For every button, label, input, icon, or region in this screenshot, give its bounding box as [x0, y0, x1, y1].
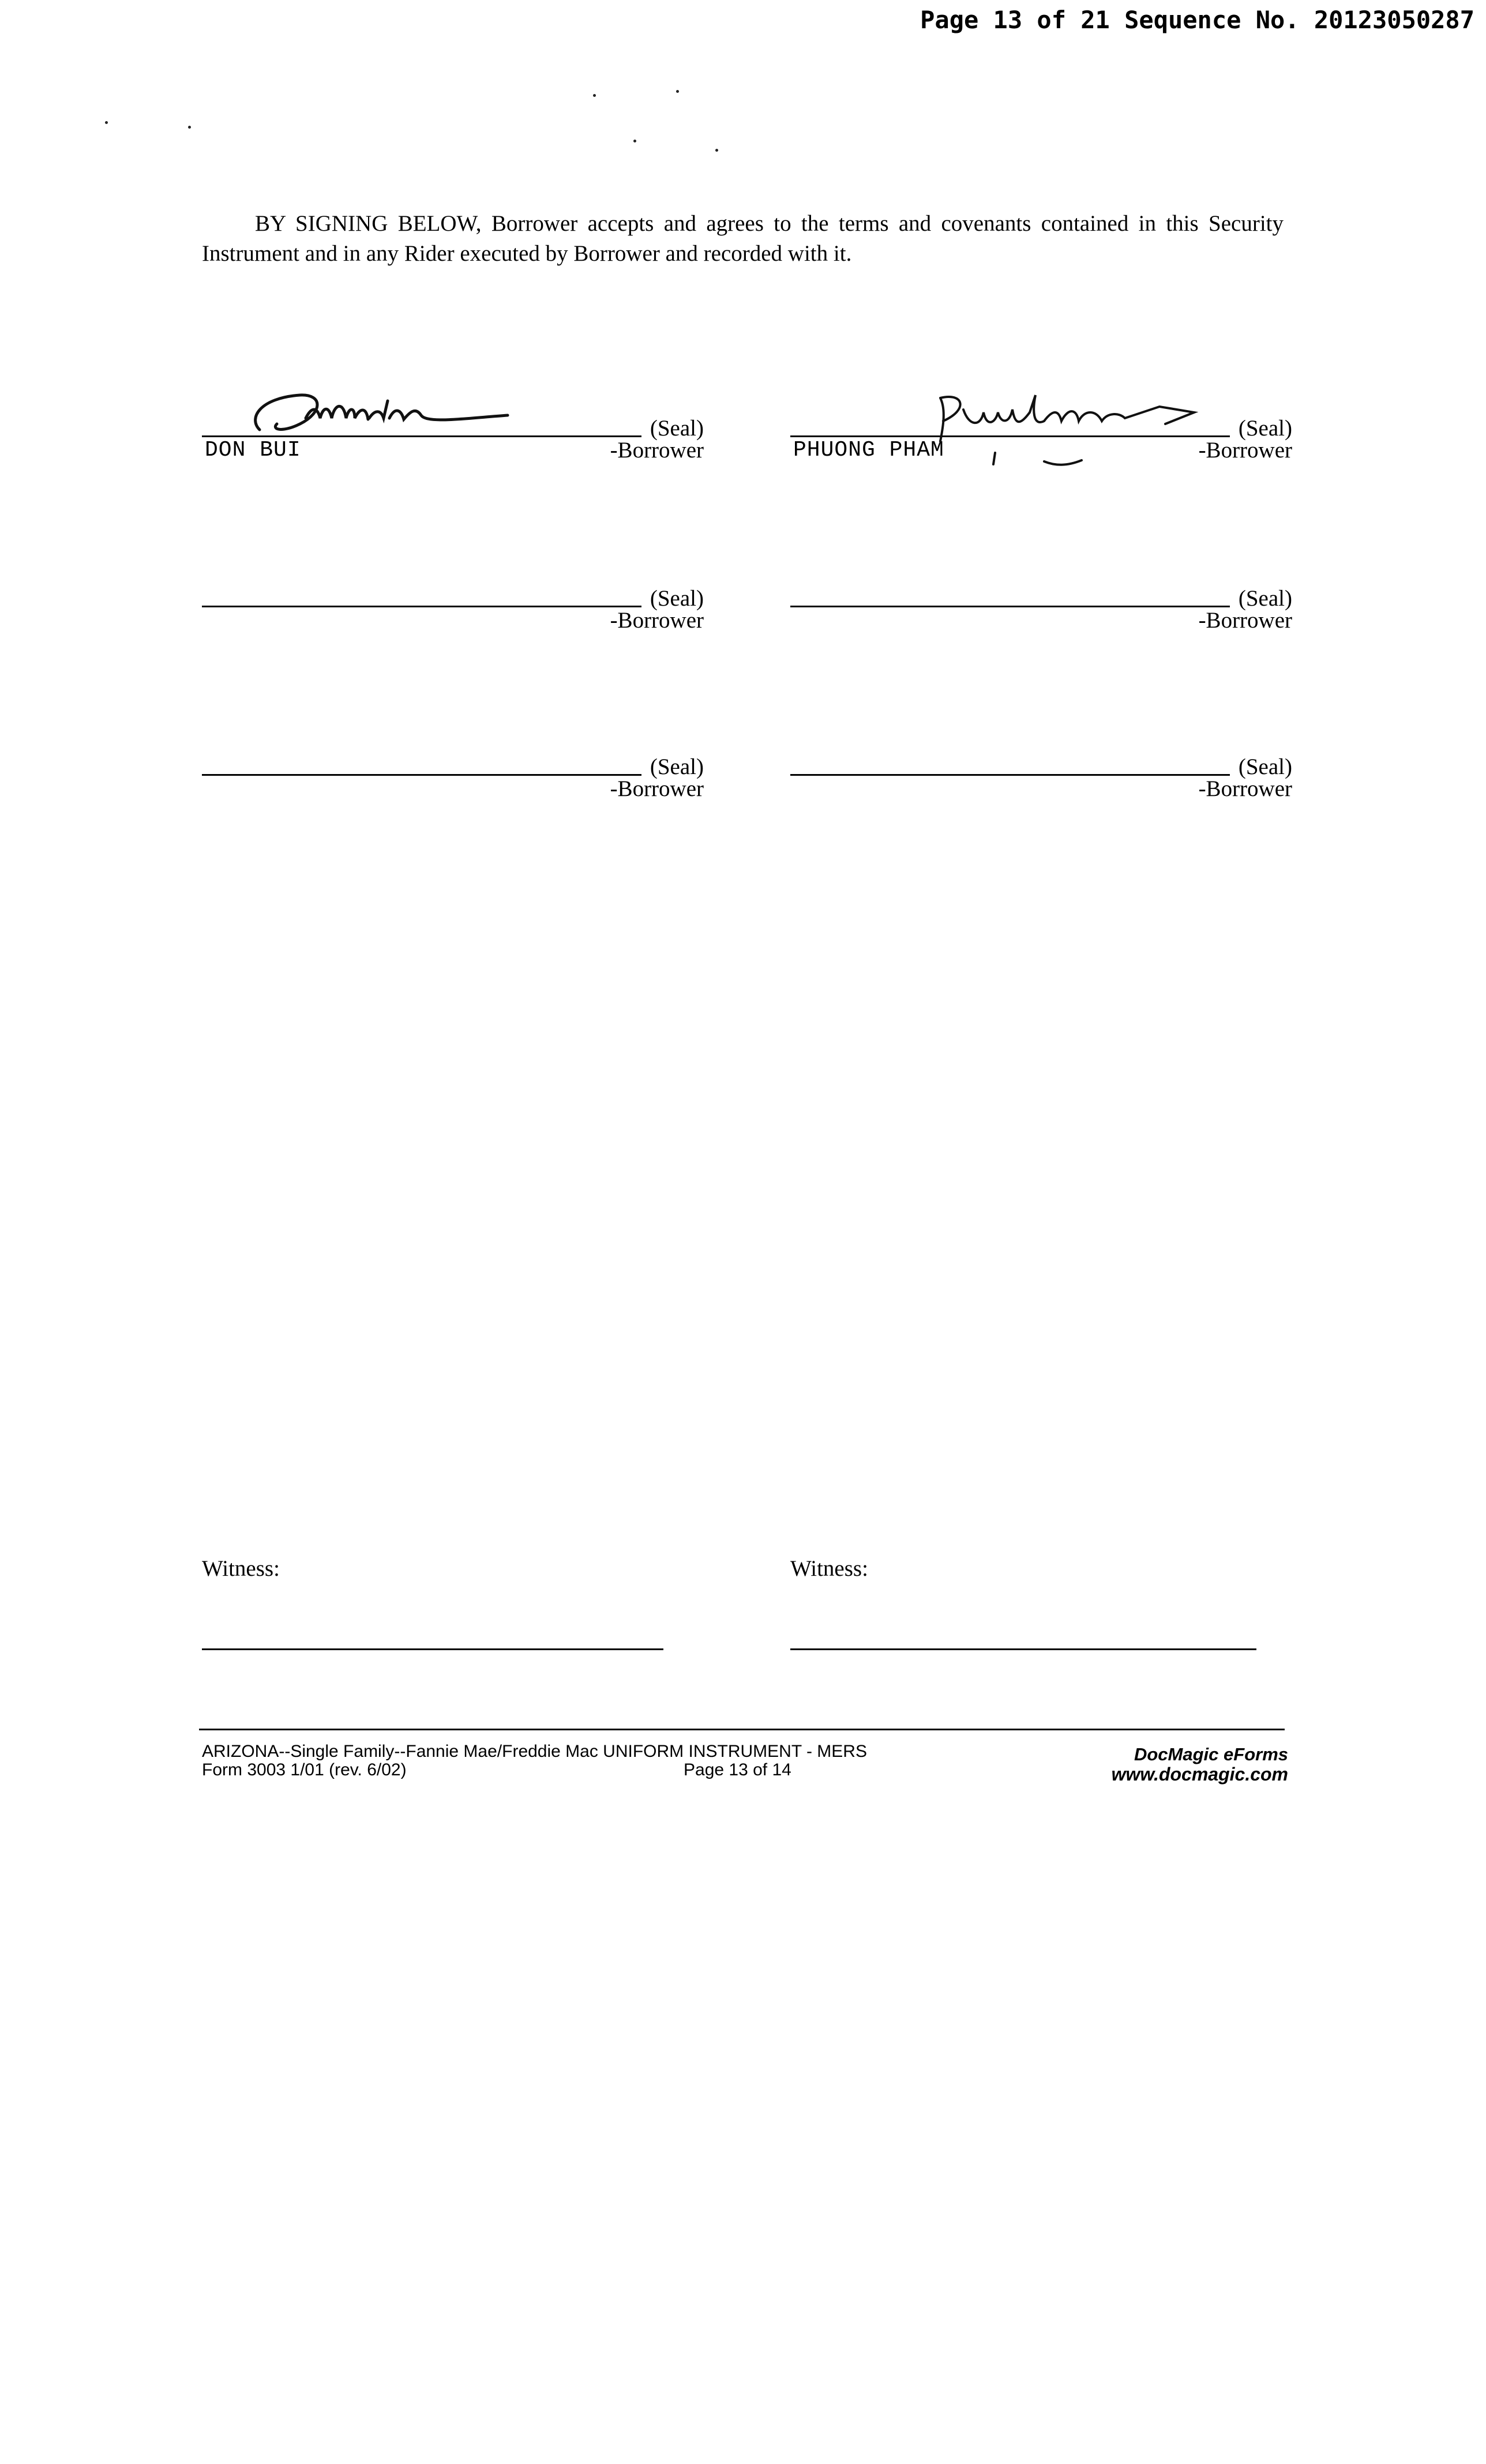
- witness-signature-line-right: [790, 1648, 1256, 1650]
- signature-block-borrower-5: [202, 745, 704, 801]
- scan-speck: [676, 90, 679, 93]
- borrower-label: -Borrower: [1198, 438, 1292, 463]
- footer-rule: [199, 1729, 1285, 1730]
- signer-name: DON BUI: [205, 438, 301, 463]
- witness-label-left: Witness:: [202, 1556, 280, 1581]
- signature-block-don-bui: [202, 407, 704, 463]
- footer-form-number: Form 3003 1/01 (rev. 6/02): [202, 1760, 407, 1779]
- seal-label: (Seal): [1238, 586, 1292, 611]
- seal-label: (Seal): [1238, 754, 1292, 779]
- footer-brand-logo: DocMagic eForms: [1134, 1744, 1288, 1764]
- witness-label-right: Witness:: [790, 1556, 868, 1581]
- footer-form-title: ARIZONA--Single Family--Fannie Mae/Freddie Mac UNIFORM INSTRUMENT - MERS: [202, 1742, 867, 1761]
- signature-line: [202, 606, 641, 607]
- signer-name: PHUONG PHAM: [793, 438, 944, 463]
- borrower-label: -Borrower: [1198, 776, 1292, 801]
- borrower-label: -Borrower: [610, 438, 704, 463]
- handwritten-signature-icon: [929, 386, 1206, 473]
- signature-block-borrower-3: [202, 577, 704, 633]
- scan-speck: [633, 140, 636, 142]
- signing-statement: BY SIGNING BELOW, Borrower accepts and agrees to the terms and covenants contained in this Security Instrument and in any Rider executed by Borrower and recorded with it.: [202, 211, 1284, 266]
- witness-signature-line-left: [202, 1648, 663, 1650]
- seal-label: (Seal): [650, 586, 704, 611]
- seal-label: (Seal): [650, 754, 704, 779]
- borrower-label: -Borrower: [610, 776, 704, 801]
- signature-block-borrower-6: [790, 745, 1292, 801]
- borrower-label: -Borrower: [610, 608, 704, 633]
- scan-speck: [105, 121, 108, 124]
- footer-page-number: Page 13 of 14: [684, 1760, 791, 1779]
- scan-speck: [188, 126, 191, 129]
- footer-website: www.docmagic.com: [1111, 1764, 1288, 1785]
- seal-label: (Seal): [650, 416, 704, 441]
- seal-label: (Seal): [1238, 416, 1292, 441]
- handwritten-signature-icon: [237, 384, 513, 441]
- scan-speck: [593, 94, 596, 97]
- signature-line: [790, 606, 1230, 607]
- scan-speck: [715, 149, 718, 152]
- signature-line: [790, 774, 1230, 776]
- signature-block-borrower-4: [790, 577, 1292, 633]
- signature-block-phuong-pham: [790, 407, 1292, 463]
- signature-line: [202, 774, 641, 776]
- page-sequence-stamp: Page 13 of 21 Sequence No. 20123050287: [920, 6, 1474, 34]
- borrower-label: -Borrower: [1198, 608, 1292, 633]
